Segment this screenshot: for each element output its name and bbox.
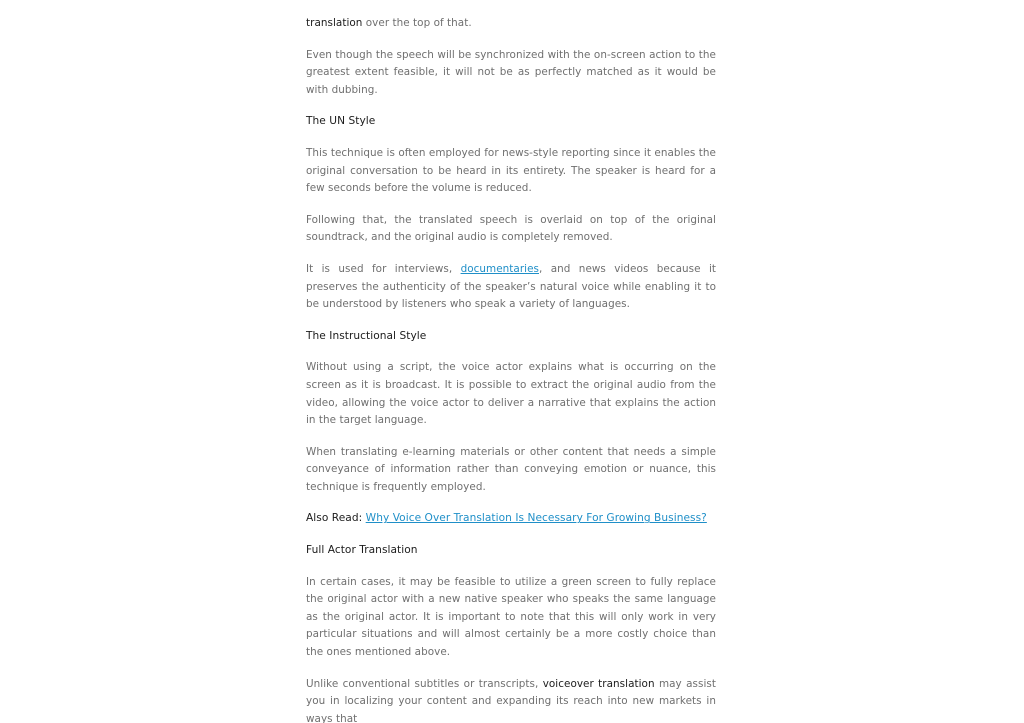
paragraph-instructional-description: Without using a script, the voice actor explains what is occurring on the screen as it is broadcast. It is possible to extract the original audio from the video, allowing the voice actor to deliver a narrative that explains the action in the target language.	[306, 361, 716, 427]
paragraph-voiceover-benefits	[306, 676, 716, 723]
paragraph-text: may assist you in localizing your content and expanding its reach into new markets in ways that	[306, 677, 716, 723]
paragraph-green-screen: In certain cases, it may be feasible to utilize a green screen to fully replace the original actor with a new native speaker who speaks the same language as the original actor. It is important to note that this will only work in very particular situations and will almost certainly be a more costly choice than the ones mentioned above.	[306, 575, 716, 659]
paragraph-text: Unlike conventional subtitles or transcripts,	[306, 677, 543, 690]
documentaries-link[interactable]: documentaries	[460, 262, 539, 275]
also-read-link[interactable]: Why Voice Over Translation Is Necessary For Growing Business?	[365, 512, 707, 525]
paragraph-text: over the top of that.	[362, 17, 472, 29]
paragraph-text: It is used for interviews,	[306, 262, 461, 275]
paragraph-text: , and news videos because it preserves the authenticity of the speaker’s natural voice while enabling it to be understood by listeners who speak a variety of languages.	[306, 262, 717, 311]
article-body	[306, 15, 716, 723]
heading-un-style: The UN Style	[306, 115, 376, 128]
also-read-block	[306, 510, 716, 528]
paragraph-uses	[306, 261, 716, 314]
heading-instructional-style: The Instructional Style	[306, 329, 427, 342]
also-read-label: Also Read:	[306, 512, 363, 525]
paragraph-intro-fragment	[306, 15, 716, 33]
paragraph-overlay-description: Following that, the translated speech is overlaid on top of the original soundtrack, and the original audio is completely removed.	[306, 213, 716, 244]
paragraph-sync-note: Even though the speech will be synchronized with the on-screen action to the greatest extent feasible, it will not be as perfectly matched as it would be with dubbing.	[306, 48, 716, 96]
bold-term-translation: translation	[306, 17, 363, 29]
paragraph-elearning-note: When translating e-learning materials or other content that needs a simple conveyance of information rather than conveying emotion or nuance, this technique is frequently employed.	[306, 445, 716, 493]
paragraph-un-style-description: This technique is often employed for news-style reporting since it enables the original conversation to be heard in its entirety. The speaker is heard for a few seconds before the volume is reduced.	[306, 146, 716, 195]
heading-full-actor-translation: Full Actor Translation	[306, 544, 418, 557]
bold-term-voiceover-translation: voiceover translation	[542, 677, 655, 690]
